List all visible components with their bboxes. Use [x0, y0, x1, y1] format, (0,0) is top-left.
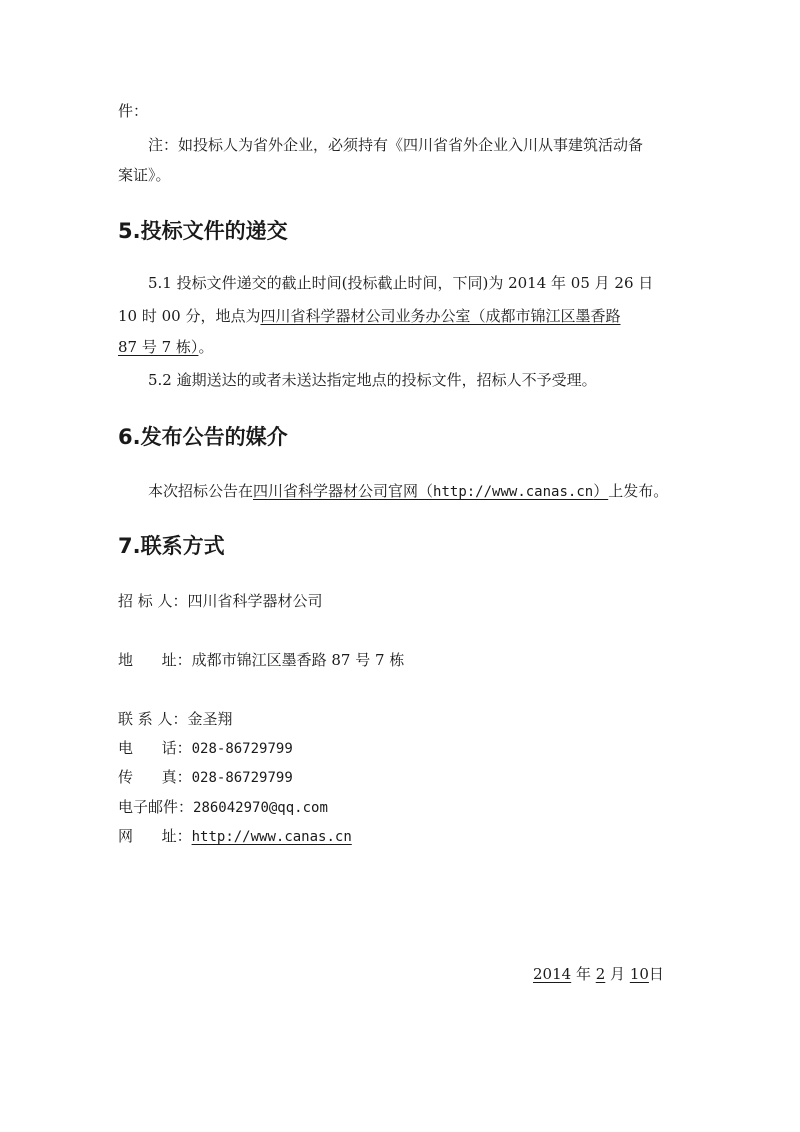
note-line: 注：如投标人为省外企业，必须持有《四川省省外企业入川从事建筑活动备	[148, 136, 644, 154]
email-value[interactable]: 286042970@qq.com	[193, 800, 328, 816]
date-day-unit: 日	[648, 965, 664, 983]
text-span: 上发布。	[608, 482, 669, 500]
text-line: 件：	[118, 102, 149, 120]
fax-label: 传 真：	[118, 768, 192, 786]
email-row	[118, 797, 328, 818]
underlined-location: 四川省科学器材公司业务办公室（成都市锦江区墨香路	[260, 307, 621, 325]
date-month-unit: 月	[605, 965, 630, 983]
underlined-text: ）	[593, 482, 609, 500]
contact-value: 金圣翔	[187, 710, 233, 728]
paragraph-line	[118, 306, 621, 326]
contact-row	[118, 709, 233, 729]
section-heading: 7.联系方式	[118, 534, 225, 558]
signature-date	[533, 964, 664, 984]
text-span: 本次招标公告在	[148, 482, 254, 500]
paragraph-line: 5.2 逾期送达的或者未送达指定地点的投标文件，招标人不予受理。	[148, 371, 597, 389]
text-span: 。	[198, 338, 214, 356]
underlined-website-name: 四川省科学器材公司官网（	[253, 482, 434, 500]
tenderer-label: 招 标 人：	[118, 592, 188, 610]
phone-label: 电 话：	[118, 739, 192, 757]
date-year-unit: 年	[571, 965, 596, 983]
address-label: 地 址：	[118, 651, 192, 669]
email-label: 电子邮件：	[118, 798, 194, 816]
website-link[interactable]: http://www.canas.cn	[191, 829, 352, 845]
date-month: 2	[595, 965, 606, 983]
tenderer-value: 四川省科学器材公司	[187, 592, 323, 610]
tenderer-row	[118, 591, 323, 611]
section-heading: 6.发布公告的媒介	[118, 425, 288, 449]
section-heading: 5.投标文件的递交	[118, 219, 288, 243]
phone-value: 028-86729799	[191, 741, 293, 757]
date-day: 10	[629, 965, 649, 983]
paragraph-line	[148, 481, 668, 502]
website-label: 网 址：	[118, 827, 192, 845]
paragraph-line: 5.1 投标文件递交的截止时间(投标截止时间，下同)为 2014 年 05 月 26 日	[148, 274, 654, 292]
fax-row	[118, 767, 293, 788]
underlined-location: 87 号 7 栋）	[118, 338, 199, 356]
website-row	[118, 826, 352, 847]
fax-value: 028-86729799	[191, 770, 293, 786]
note-line: 案证》。	[118, 166, 171, 184]
address-row	[118, 650, 404, 670]
paragraph-line	[118, 337, 213, 357]
website-link[interactable]: http://www.canas.cn	[433, 484, 594, 500]
phone-row	[118, 738, 293, 759]
text-span: 10 时 00 分，地点为	[118, 307, 261, 325]
address-value: 成都市锦江区墨香路 87 号 7 栋	[191, 651, 405, 669]
contact-label: 联 系 人：	[118, 710, 188, 728]
date-year: 2014	[533, 965, 572, 983]
